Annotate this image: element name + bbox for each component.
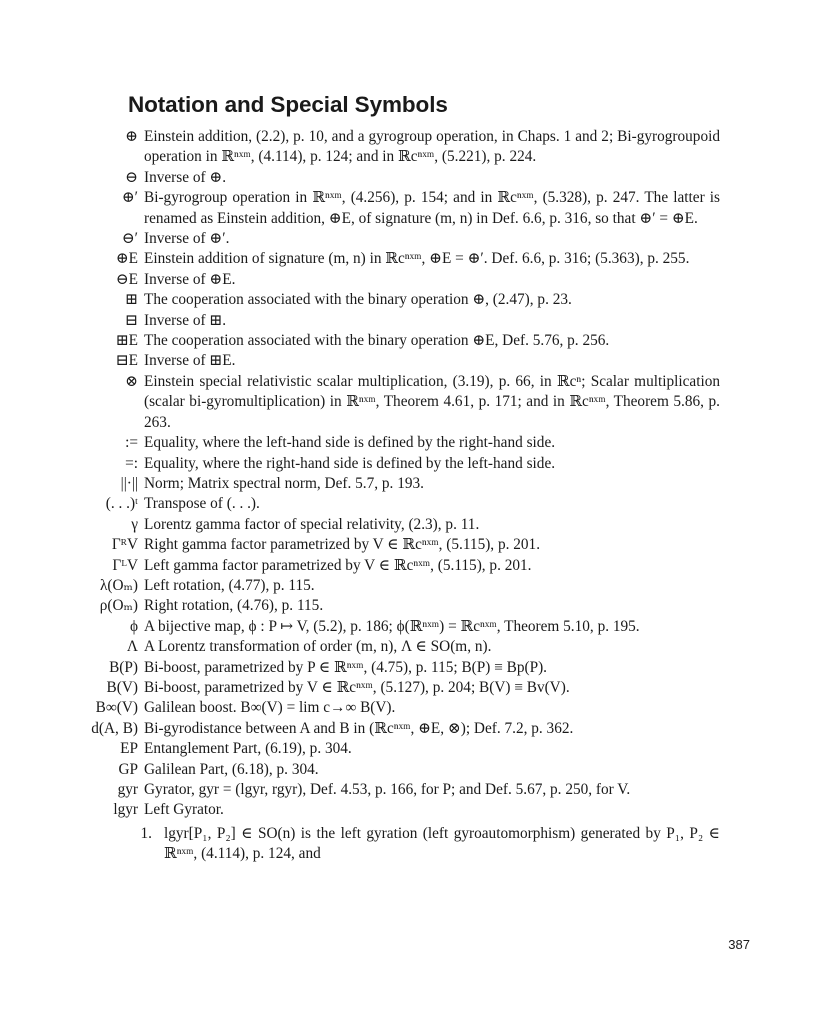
notation-description: Transpose of (. . .). [144, 495, 260, 513]
notation-row [40, 617, 720, 637]
notation-row [40, 576, 720, 596]
notation-symbol: lgyr [113, 801, 138, 819]
notation-description: Equality, where the left-hand side is defined by the right-hand side. [144, 434, 556, 452]
notation-symbol: Λ [126, 638, 138, 656]
notation-row [40, 331, 720, 351]
notation-description: Equality, where the right-hand side is defined by the left-hand side. [144, 454, 556, 472]
notation-description: Norm; Matrix spectral norm, Def. 5.7, p. 193. [144, 474, 424, 492]
notation-symbol: ⊞E [115, 332, 138, 350]
notation-description: Einstein addition, (2.2), p. 10, and a gyrogroup operation, in Chaps. 1 and 2; Bi-gyrogroupoid operation in ℝⁿˣᵐ, (4.114), p. 124; and in ℝcⁿˣᵐ, (5.221), p. 224. [144, 128, 720, 166]
list-item-text: lgyr[P₁, P₂] ∈ SO(n) is the left gyration (left gyroautomorphism) generated by P₁, P₂ ∈ ℝⁿˣᵐ, (4.114), p. 124, and [164, 824, 720, 863]
notation-symbol: ρ(Oₘ) [99, 597, 138, 615]
notation-symbol: λ(Oₘ) [99, 576, 138, 594]
notation-symbol: (. . .)ᵗ [105, 495, 138, 513]
notation-description: Left rotation, (4.77), p. 115. [144, 576, 315, 594]
notation-row [40, 454, 720, 474]
notation-description: Entanglement Part, (6.19), p. 304. [144, 740, 352, 758]
notation-description: A Lorentz transformation of order (m, n), Λ ∈ SO(m, n). [144, 638, 492, 656]
notation-row [40, 188, 720, 229]
notation-row [40, 739, 720, 759]
notation-row [40, 249, 720, 269]
list-item-number: 1. [140, 824, 152, 842]
notation-row [40, 229, 720, 249]
notation-symbol: ϕ [129, 617, 138, 635]
notation-description: Galilean boost. B∞(V) = lim c→∞ B(V). [144, 699, 396, 717]
notation-symbol: ⊖′ [121, 230, 138, 248]
notation-description: Left gamma factor parametrized by V ∈ ℝcⁿˣᵐ, (5.115), p. 201. [144, 556, 532, 574]
notation-row [40, 270, 720, 290]
notation-description: Einstein special relativistic scalar multiplication, (3.19), p. 66, in ℝcⁿ; Scalar multiplication (scalar bi-gyromultiplication) in ℝⁿˣᵐ, Theorem 4.61, p. 171; and in ℝcⁿˣᵐ, Theorem 5.86, p. 263. [144, 372, 720, 431]
notation-row [40, 494, 720, 514]
notation-description: Inverse of ⊕. [144, 168, 227, 186]
notation-symbol: B∞(V) [95, 699, 138, 717]
notation-row [40, 658, 720, 678]
notation-row [40, 372, 720, 433]
notation-description: Right gamma factor parametrized by V ∈ ℝcⁿˣᵐ, (5.115), p. 201. [144, 536, 541, 554]
notation-description: Einstein addition of signature (m, n) in ℝcⁿˣᵐ, ⊕E = ⊕′. Def. 6.6, p. 316; (5.363), p. 255. [144, 250, 690, 268]
notation-symbol: ⊞ [125, 291, 138, 309]
notation-symbol: γ [131, 515, 138, 533]
notation-symbol: GP [118, 760, 138, 778]
notation-symbol: gyr [117, 781, 138, 798]
notation-row [40, 351, 720, 371]
notation-row [40, 800, 720, 820]
notation-description: Inverse of ⊞. [144, 311, 227, 329]
notation-symbol: ⊕E [115, 250, 138, 268]
notation-description: The cooperation associated with the binary operation ⊕E, Def. 5.76, p. 256. [144, 332, 610, 350]
notation-description: Galilean Part, (6.18), p. 304. [144, 760, 319, 778]
notation-symbol: d(A, B) [91, 719, 138, 737]
notation-row [40, 596, 720, 616]
notation-description: The cooperation associated with the binary operation ⊕, (2.47), p. 23. [144, 291, 572, 309]
notation-row [40, 535, 720, 555]
notation-description: Inverse of ⊕E. [144, 270, 236, 288]
notation-symbol: ⊟ [125, 311, 138, 329]
notation-row [40, 760, 720, 780]
notation-symbol: := [125, 434, 138, 452]
notation-symbol: =: [125, 454, 138, 472]
notation-description: Inverse of ⊞E. [144, 352, 236, 370]
notation-symbol: B(P) [109, 658, 138, 676]
notation-description: A bijective map, ϕ : P ↦ V, (5.2), p. 186; ϕ(ℝⁿˣᵐ) = ℝcⁿˣᵐ, Theorem 5.10, p. 195. [144, 617, 640, 635]
notation-description: Left Gyrator. [144, 801, 224, 819]
notation-symbol: ⊕ [125, 128, 138, 145]
notation-row [40, 678, 720, 698]
notation-row [40, 474, 720, 494]
notation-description: Right rotation, (4.76), p. 115. [144, 597, 324, 615]
notation-description: Inverse of ⊕′. [144, 230, 230, 248]
notation-description: Gyrator, gyr = (lgyr, rgyr), Def. 4.53, p. 166, for P; and Def. 5.67, p. 250, for V. [144, 781, 631, 798]
notation-row [40, 127, 720, 168]
section-title: Notation and Special Symbols [128, 92, 448, 117]
notation-description: Bi-gyrodistance between A and B in (ℝcⁿˣᵐ, ⊕E, ⊗); Def. 7.2, p. 362. [144, 719, 574, 737]
notation-row [40, 515, 720, 535]
notation-description: Bi-gyrogroup operation in ℝⁿˣᵐ, (4.256), p. 154; and in ℝcⁿˣᵐ, (5.328), p. 247. The latter is renamed as Einstein addition, ⊕E, of signature (m, n) in Def. 6.6, p. 316, so that ⊕′ = ⊕E. [144, 189, 720, 227]
notation-symbol: ⊖ [125, 168, 138, 186]
notation-list [40, 127, 720, 865]
notation-row [40, 433, 720, 453]
notation-row [40, 780, 720, 800]
notation-symbol: B(V) [106, 678, 138, 696]
notation-row [40, 290, 720, 310]
notation-symbol: EP [120, 740, 138, 758]
notation-row [40, 311, 720, 331]
notation-row [40, 698, 720, 718]
notation-description: Bi-boost, parametrized by V ∈ ℝcⁿˣᵐ, (5.127), p. 204; B(V) ≡ Bv(V). [144, 678, 570, 696]
notation-symbol: ⊖E [115, 270, 138, 288]
notation-symbol: ⊕′ [121, 189, 138, 207]
notation-symbol: ⊗ [125, 372, 138, 390]
notation-description: Lorentz gamma factor of special relativity, (2.3), p. 11. [144, 515, 480, 533]
notation-symbol: ΓᴿV [111, 536, 138, 554]
notation-description: Bi-boost, parametrized by P ∈ ℝⁿˣᵐ, (4.75), p. 115; B(P) ≡ Bp(P). [144, 658, 548, 676]
numbered-list-item [40, 824, 720, 865]
notation-row [40, 556, 720, 576]
page-number: 387 [728, 937, 750, 952]
notation-symbol: ||·|| [120, 474, 138, 492]
notation-symbol: ⊟E [115, 352, 138, 370]
notation-row [40, 168, 720, 188]
notation-symbol: ΓᴸV [112, 556, 138, 574]
notation-row [40, 719, 720, 739]
notation-row [40, 637, 720, 657]
